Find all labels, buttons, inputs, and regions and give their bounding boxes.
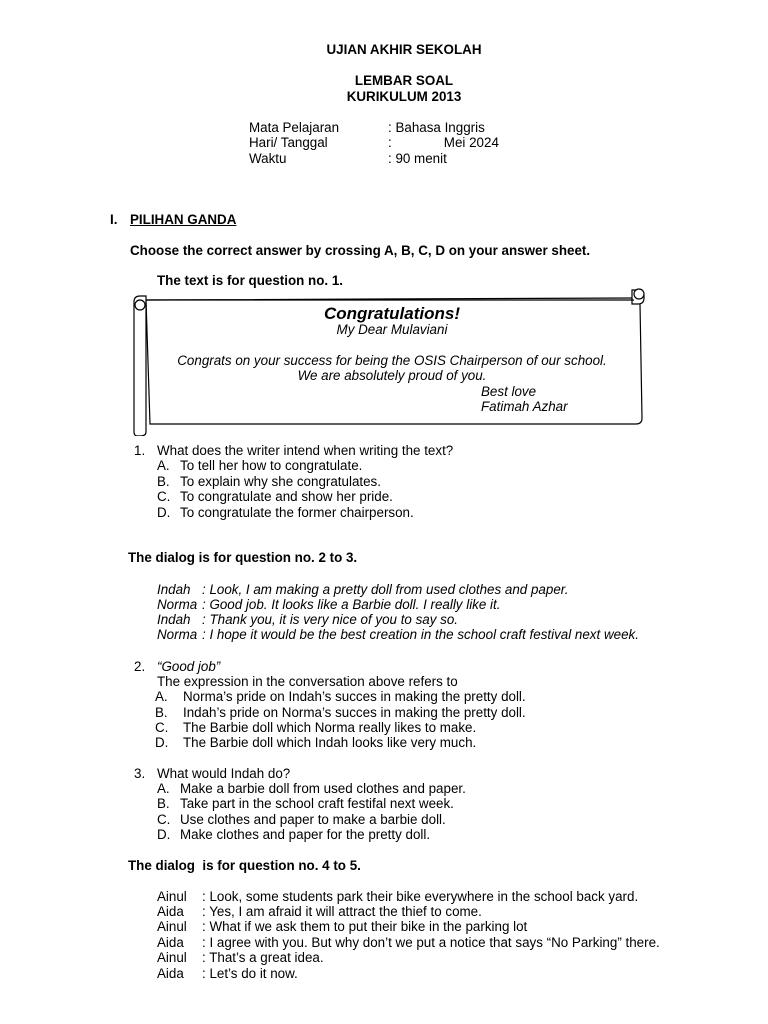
q2-quote: “Good job”	[157, 659, 221, 674]
q1-option-letter: D.	[157, 505, 171, 520]
q1-option-text: To congratulate the former chairperson.	[180, 505, 414, 520]
dialog1-intro: The dialog is for question no. 2 to 3.	[128, 550, 358, 565]
q2-option-text: The Barbie doll which Norma really likes to make.	[183, 720, 477, 735]
q2-option-letter: C.	[155, 720, 169, 735]
q2-option-letter: B.	[155, 705, 168, 720]
dialog1-speaker: Indah	[157, 582, 191, 597]
section-title: PILIHAN GANDA	[130, 212, 237, 227]
info-value-time: : 90 menit	[388, 151, 447, 166]
dialog2-speaker: Aida	[157, 935, 184, 950]
card-title: Congratulations!	[324, 304, 460, 323]
q1-option-text: To tell her how to congratulate.	[180, 458, 363, 473]
dialog2-speaker: Ainul	[157, 950, 187, 965]
dialog2-speaker: Ainul	[157, 889, 187, 904]
dialog2-line: : Let’s do it now.	[202, 966, 298, 981]
dialog2-intro: The dialog is for question no. 4 to 5.	[128, 858, 361, 873]
q1-question: What does the writer intend when writing the text?	[157, 443, 454, 458]
dialog1-line: : Look, I am making a pretty doll from used clothes and paper.	[202, 582, 569, 597]
card-body-1: Congrats on your success for being the OSIS Chairperson of our school.	[177, 353, 607, 368]
q2-option-text: Indah’s pride on Norma’s succes in making the pretty doll.	[183, 705, 526, 720]
q3-option-letter: C.	[157, 812, 171, 827]
q3-number: 3.	[134, 766, 146, 781]
dialog2-speaker: Aida	[157, 966, 184, 981]
q3-option-letter: B.	[157, 796, 170, 811]
dialog1-line: : Good job. It looks like a Barbie doll. I really like it.	[202, 597, 501, 612]
info-label-date: Hari/ Tanggal	[249, 135, 328, 150]
card-body-2: We are absolutely proud of you.	[297, 368, 487, 383]
exam-title: UJIAN AKHIR SEKOLAH	[326, 42, 482, 57]
card-greeting: My Dear Mulaviani	[336, 322, 448, 337]
card-signature: Fatimah Azhar	[481, 399, 568, 414]
q1-option-letter: B.	[157, 474, 170, 489]
dialog2-speaker: Ainul	[157, 919, 187, 934]
q2-option-letter: D.	[155, 735, 169, 750]
dialog2-line: : What if we ask them to put their bike in the parking lot	[202, 919, 528, 934]
q1-option-text: To explain why she congratulates.	[180, 474, 381, 489]
q2-option-text: Norma’s pride on Indah’s succes in making the pretty doll.	[183, 689, 526, 704]
q3-option-text: Make a barbie doll from used clothes and paper.	[180, 781, 466, 796]
dialog1-speaker: Norma	[157, 597, 198, 612]
sheet-title: LEMBAR SOAL	[354, 73, 454, 88]
dialog2-line: : Look, some students park their bike everywhere in the school back yard.	[202, 889, 639, 904]
q3-option-letter: D.	[157, 827, 171, 842]
curriculum-title: KURIKULUM 2013	[346, 89, 462, 104]
dialog2-speaker: Aida	[157, 904, 184, 919]
q2-number: 2.	[134, 659, 146, 674]
q2-option-text: The Barbie doll which Indah looks like very much.	[183, 735, 477, 750]
q2-option-letter: A.	[155, 689, 168, 704]
q2-question: The expression in the conversation above refers to	[157, 674, 458, 689]
info-value-date: : Mei 2024	[388, 135, 499, 150]
dialog1-speaker: Indah	[157, 612, 191, 627]
q3-option-text: Use clothes and paper to make a barbie doll.	[180, 812, 446, 827]
info-label-time: Waktu	[249, 151, 287, 166]
dialog1-speaker: Norma	[157, 627, 198, 642]
q3-option-text: Make clothes and paper for the pretty doll.	[180, 827, 431, 842]
dialog1-line: : Thank you, it is very nice of you to say so.	[202, 612, 459, 627]
section-number: I.	[110, 212, 118, 227]
card-closing: Best love	[481, 384, 537, 399]
q3-question: What would Indah do?	[157, 766, 291, 781]
q1-number: 1.	[134, 443, 146, 458]
text1-intro: The text is for question no. 1.	[157, 273, 343, 288]
dialog1-line: : I hope it would be the best creation in the school craft festival next week.	[202, 627, 639, 642]
section-instruction: Choose the correct answer by crossing A, B, C, D on your answer sheet.	[130, 243, 591, 258]
dialog2-line: : Yes, I am afraid it will attract the thief to come.	[202, 904, 482, 919]
q3-option-letter: A.	[157, 781, 170, 796]
q1-option-letter: A.	[157, 458, 170, 473]
q1-option-letter: C.	[157, 489, 171, 504]
dialog2-line: : I agree with you. But why don’t we put a notice that says “No Parking” there.	[202, 935, 660, 950]
dialog2-line: : That’s a great idea.	[202, 950, 324, 965]
info-value-subject: : Bahasa Inggris	[388, 120, 485, 135]
q1-option-text: To congratulate and show her pride.	[180, 489, 393, 504]
q3-option-text: Take part in the school craft festifal next week.	[180, 796, 454, 811]
info-label-subject: Mata Pelajaran	[249, 120, 340, 135]
